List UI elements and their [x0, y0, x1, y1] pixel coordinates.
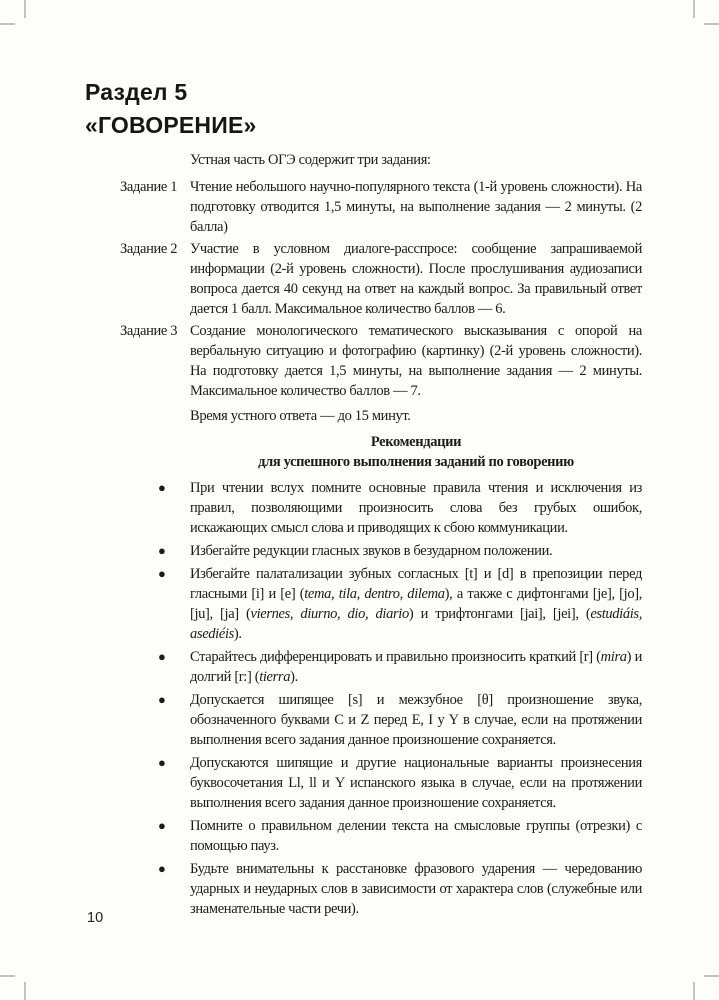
list-item	[120, 564, 642, 644]
crop-mark-top-right-vertical	[693, 0, 695, 18]
list-item	[120, 647, 642, 687]
crop-mark-bottom-right-horizontal	[704, 975, 719, 977]
list-item-text: Избегайте палатализации зубных согласных [t] и [d] в препозиции перед гласными [i] и [e] (tema, tila, dentro, dilema), а также с дифтонгами [je], [jo], [ju], [ja] (viernes, diurno, dio, diario) и трифтонгами [jai], [jei], (estudiáis, asediéis).	[190, 566, 642, 642]
section-label: Раздел 5	[85, 79, 188, 105]
list-item	[120, 753, 642, 813]
task-text: Чтение небольшого научно-популярного текста (1-й уровень сложности). На подготовку отводится 1,5 минуты, на выполнение задания — 2 минуты. (2 балла)	[190, 179, 642, 235]
bullet-icon: ●	[158, 649, 166, 664]
crop-mark-bottom-left-vertical	[24, 982, 26, 1000]
list-item-text: Избегайте редукции гласных звуков в безударном положении.	[190, 543, 553, 559]
list-item	[120, 816, 642, 856]
recommendations-list	[120, 478, 642, 919]
bullet-icon: ●	[158, 566, 166, 581]
intro-text: Устная часть ОГЭ содержит три задания:	[190, 152, 431, 168]
list-item	[120, 859, 642, 919]
list-item-text: При чтении вслух помните основные правила чтения и исключения из правил, позволяющими произносить слова без грубых ошибок, искажающих смысл слова и приводящих к сбою коммуникации.	[190, 480, 642, 536]
list-item-text: Допускается шипящее [s] и межзубное [θ] произношение звука, обозначенного буквами C и Z перед E, I y Y в случае, если на протяжении выполнения всего задания данное произношение сохраняется.	[190, 692, 642, 748]
task-text: Участие в условном диалоге-расспросе: сообщение запрашиваемой информации (2-й уровень сложности). После прослушивания аудиозаписи вопроса дается 40 секунд на ответ на каждый вопрос. За правильный ответ дается 1 балл. Максимальное количество баллов — 6.	[190, 241, 642, 317]
crop-mark-top-left-horizontal	[0, 23, 15, 25]
crop-mark-bottom-right-vertical	[693, 982, 695, 1000]
task-text: Создание монологического тематического высказывания с опорой на вербальную ситуацию и фотографию (картинку) (2-й уровень сложности). На подготовку дается 1,5 минуты, на выполнение задания — 2 минуты. Максимальное количество баллов — 7.	[190, 323, 642, 399]
recommendations-subheading: для успешного выполнения заданий по говорению	[258, 454, 574, 470]
task-row	[120, 177, 642, 237]
bullet-icon: ●	[158, 692, 166, 707]
section-header	[85, 76, 257, 142]
list-item-text: Старайтесь дифференцировать и правильно произносить краткий [r] (mira) и долгий [r:] (tierra).	[190, 649, 642, 685]
recommendations-heading: Рекомендации	[370, 434, 462, 450]
list-item	[120, 690, 642, 750]
bullet-icon: ●	[158, 755, 166, 770]
bullet-icon: ●	[158, 543, 166, 558]
bullet-icon: ●	[158, 480, 166, 495]
crop-mark-top-left-vertical	[24, 0, 26, 18]
list-item	[120, 478, 642, 538]
response-time-note: Время устного ответа — до 15 минут.	[190, 408, 411, 424]
crop-mark-top-right-horizontal	[704, 23, 719, 25]
crop-mark-bottom-left-horizontal	[0, 975, 15, 977]
task-row	[120, 321, 642, 401]
list-item-text: Допускаются шипящие и другие национальные варианты произнесения буквосочетания Ll, ll и Y испанского языка в случае, если на протяжении выполнения всего задания данное произношение сохраняется.	[190, 755, 642, 811]
task-label: Задание 3	[120, 323, 178, 339]
page-content	[120, 150, 642, 922]
list-item	[120, 541, 642, 561]
list-item-text: Помните о правильном делении текста на смысловые группы (отрезки) с помощью пауз.	[190, 818, 642, 854]
task-row	[120, 239, 642, 319]
list-item-text: Будьте внимательны к расстановке фразового ударения — чередованию ударных и неударных слов в зависимости от характера слов (служебные или знаменательные части речи).	[190, 861, 642, 917]
section-title: «ГОВОРЕНИЕ»	[85, 112, 257, 138]
page-number: 10	[87, 910, 104, 926]
task-label: Задание 2	[120, 241, 178, 257]
bullet-icon: ●	[158, 861, 166, 876]
bullet-icon: ●	[158, 818, 166, 833]
task-label: Задание 1	[120, 179, 178, 195]
